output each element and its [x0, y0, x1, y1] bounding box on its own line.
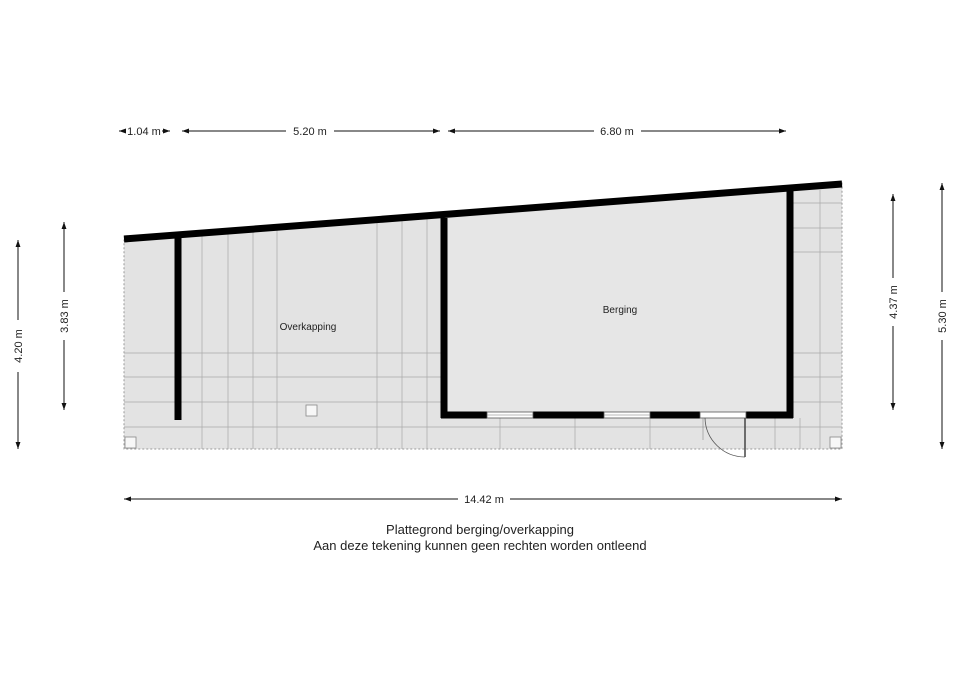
svg-text:4.20 m: 4.20 m	[13, 329, 25, 363]
dimension-left-inner	[59, 222, 71, 410]
dimension-top-mid	[182, 126, 440, 138]
svg-text:1.04 m: 1.04 m	[127, 126, 161, 138]
svg-text:6.80 m: 6.80 m	[600, 126, 634, 138]
room-label-overkapping: Overkapping	[279, 322, 337, 333]
corner-marker-left	[125, 437, 136, 448]
svg-text:14.42 m: 14.42 m	[464, 494, 504, 506]
svg-text:3.83 m: 3.83 m	[59, 299, 71, 333]
dimension-top-left	[119, 126, 170, 138]
dimension-top-right	[448, 126, 786, 138]
dimension-right-outer	[937, 183, 949, 449]
dimension-left-outer	[13, 240, 25, 449]
svg-text:5.20 m: 5.20 m	[293, 126, 327, 138]
corner-marker-right	[830, 437, 841, 448]
caption-disclaimer: Aan deze tekening kunnen geen rechten worden ontleend	[313, 538, 647, 553]
dimension-bottom	[124, 494, 842, 506]
berging-room	[444, 191, 790, 415]
post-marker	[306, 405, 317, 416]
svg-text:5.30 m: 5.30 m	[937, 299, 949, 333]
dimension-right-inner	[888, 194, 900, 410]
room-label-berging: Berging	[602, 305, 638, 316]
svg-text:4.37 m: 4.37 m	[888, 285, 900, 319]
caption-title: Plattegrond berging/overkapping	[386, 522, 574, 537]
